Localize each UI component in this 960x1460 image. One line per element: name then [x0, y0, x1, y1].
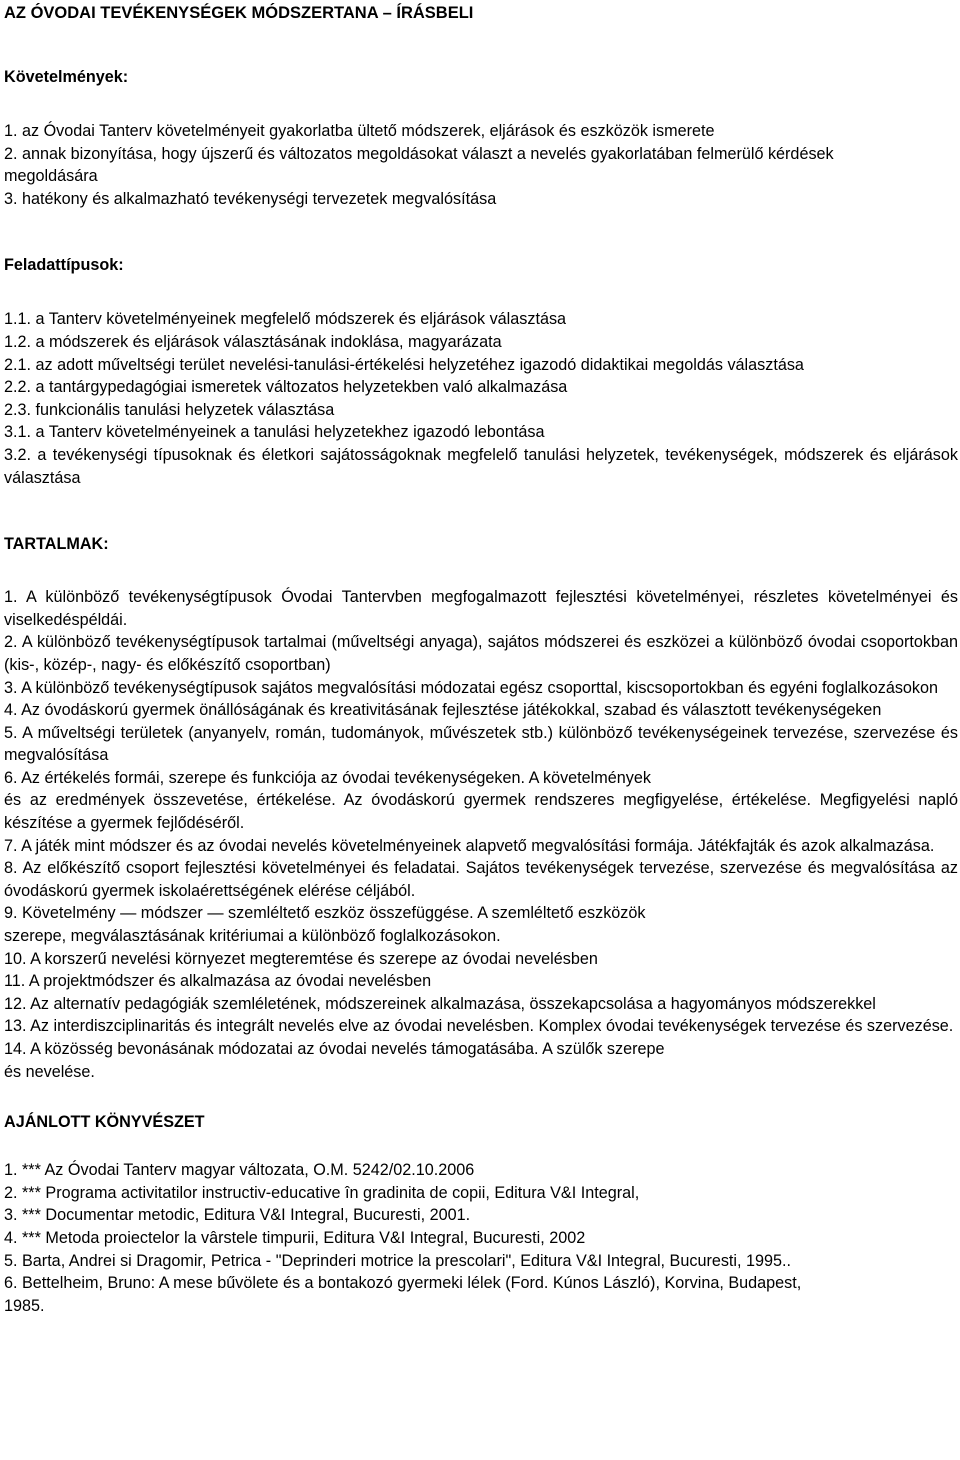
content-item: 12. Az alternatív pedagógiák szemléletének, módszereinek alkalmazása, összekapcsolása a hagyományos módszerekkel [4, 994, 876, 1013]
content-item: 2. A különböző tevékenységtípusok tartalmai (műveltségi anyaga), sajátos módszerei és eszközei a különböző óvodai csoportokban (kis-, közép-, nagy- és előkészítő csoportban) [4, 633, 958, 674]
task-type-item: 2.3. funkcionális tanulási helyzetek választása [4, 400, 335, 419]
spacer [4, 210, 958, 254]
content-item: szerepe, megválasztásának kritériumai a különböző foglalkozásokon. [4, 927, 501, 946]
spacer [4, 24, 958, 66]
contents-heading: TARTALMAK: [4, 535, 109, 554]
task-type-item: 1.2. a módszerek és eljárások választásának indoklása, magyarázata [4, 332, 502, 351]
document-page [4, 2, 958, 1317]
task-type-item: 2.2. a tantárgypedagógiai ismeretek változatos helyzetekben való alkalmazása [4, 378, 568, 397]
content-item: 6. Az értékelés formái, szerepe és funkciója az óvodai tevékenységeken. A követelmények [4, 768, 651, 787]
content-item: 5. A műveltségi területek (anyanyelv, román, tudományok, művészetek stb.) különböző tevékenységeinek tervezése, szervezése és megvalósítása [4, 723, 958, 765]
content-item: 11. A projektmódszer és alkalmazása az óvodai nevelésben [4, 972, 432, 991]
requirement-item: 2. annak bizonyítása, hogy újszerű és változatos megoldásokat választ a nevelés gyakorlatában felmerülő kérdések megoldására [4, 144, 834, 186]
spacer [4, 1133, 958, 1159]
task-type-item: 2.1. az adott műveltségi terület nevelési-tanulási-értékelési helyzetéhez igazodó didaktikai megoldás választása [4, 355, 804, 374]
content-item: 10. A korszerű nevelési környezet megteremtése és szerepe az óvodai nevelésben [4, 949, 598, 968]
content-item: 1. A különböző tevékenységtípusok Óvodai Tantervben megfogalmazott fejlesztési követelményei, részletes követelményei és viselkedéspéldái. [4, 588, 958, 629]
spacer [4, 1083, 958, 1111]
bibliography-item: 3. *** Documentar metodic, Editura V&I Integral, Bucuresti, 2001. [4, 1206, 471, 1225]
content-item: 8. Az előkészítő csoport fejlesztési követelményei és feladatai. Sajátos tevékenységek tervezése, szervezése és megvalósítása az óvodáskorú gyermek iskolaérettségének elérése céljából. [4, 859, 958, 900]
bibliography-item: 1. *** Az Óvodai Tanterv magyar változata, O.M. 5242/02.10.2006 [4, 1161, 475, 1180]
task-type-item: 3.1. a Tanterv követelményeinek a tanulási helyzetekhez igazodó lebontása [4, 423, 545, 442]
bibliography-item: 4. *** Metoda proiectelor la vârstele timpurii, Editura V&I Integral, Bucuresti, 2002 [4, 1228, 586, 1247]
content-item: 14. A közösség bevonásának módozatai az óvodai nevelés támogatásába. A szülők szerepe [4, 1040, 665, 1058]
spacer [4, 489, 958, 533]
bibliography-item: 2. *** Programa activitatilor instructiv-educative în gradinita de copii, Editura V&I Integral, [4, 1183, 640, 1202]
spacer [4, 555, 958, 586]
content-item: és az eredmények összevetése, értékelése. Az óvodáskorú gyermek rendszeres megfigyelése, értékelése. Megfigyelési napló készítése a gyermek fejlődéséről. [4, 791, 958, 833]
content-item: 13. Az interdiszciplinaritás és integrált nevelés elve az óvodai nevelésben. Komplex óvodai tevékenységek tervezése és szervezése. [4, 1017, 954, 1036]
task-types-list [4, 308, 958, 489]
requirement-item: 1. az Óvodai Tanterv követelményeit gyakorlatba ültető módszerek, eljárások és eszközök ismerete [4, 122, 715, 140]
document-title: AZ ÓVODAI TEVÉKENYSÉGEK MÓDSZERTANA – ÍRÁSBELI [4, 4, 474, 22]
content-item: 7. A játék mint módszer és az óvodai nevelés követelményeinek alapvető megvalósítási formája. Játékfajták és azok alkalmazása. [4, 836, 935, 855]
bibliography-item: 5. Barta, Andrei si Dragomir, Petrica - "Deprinderi motrice la prescolari", Editura V&I Integral, Bucuresti, 1995.. [4, 1251, 792, 1270]
spacer [4, 276, 958, 308]
content-item: 3. A különböző tevékenységtípusok sajátos megvalósítási módozatai egész csoporttal, kiscsoportokban és egyéni foglalkozásokon [4, 678, 939, 697]
bibliography-heading: AJÁNLOTT KÖNYVÉSZET [4, 1113, 205, 1132]
bibliography-item: 6. Bettelheim, Bruno: A mese bűvölete és a bontakozó gyermeki lélek (Ford. Kúnos László), Korvina, Budapest, 1985. [4, 1274, 802, 1315]
content-item: 9. Követelmény — módszer — szemléltető eszköz összefüggése. A szemléltető eszközök [4, 904, 646, 923]
content-item: és nevelése. [4, 1062, 95, 1081]
requirement-item: 3. hatékony és alkalmazható tevékenységi tervezetek megvalósítása [4, 189, 497, 208]
content-item: 4. Az óvodáskorú gyermek önállóságának és kreativitásának fejlesztése játékokkal, szabad és választott tevékenységeken [4, 701, 882, 720]
task-type-item: 3.2. a tevékenységi típusoknak és életkori sajátosságoknak megfelelő tanulási helyzetek, tevékenységek, módszerek és eljárások választása [4, 445, 958, 487]
contents-list [4, 586, 958, 1083]
requirements-heading: Követelmények: [4, 68, 129, 86]
bibliography-list [4, 1159, 958, 1317]
spacer [4, 88, 958, 120]
task-types-heading: Feladattípusok: [4, 256, 124, 275]
task-type-item: 1.1. a Tanterv követelményeinek megfelelő módszerek és eljárások választása [4, 310, 567, 329]
requirements-list [4, 120, 958, 210]
